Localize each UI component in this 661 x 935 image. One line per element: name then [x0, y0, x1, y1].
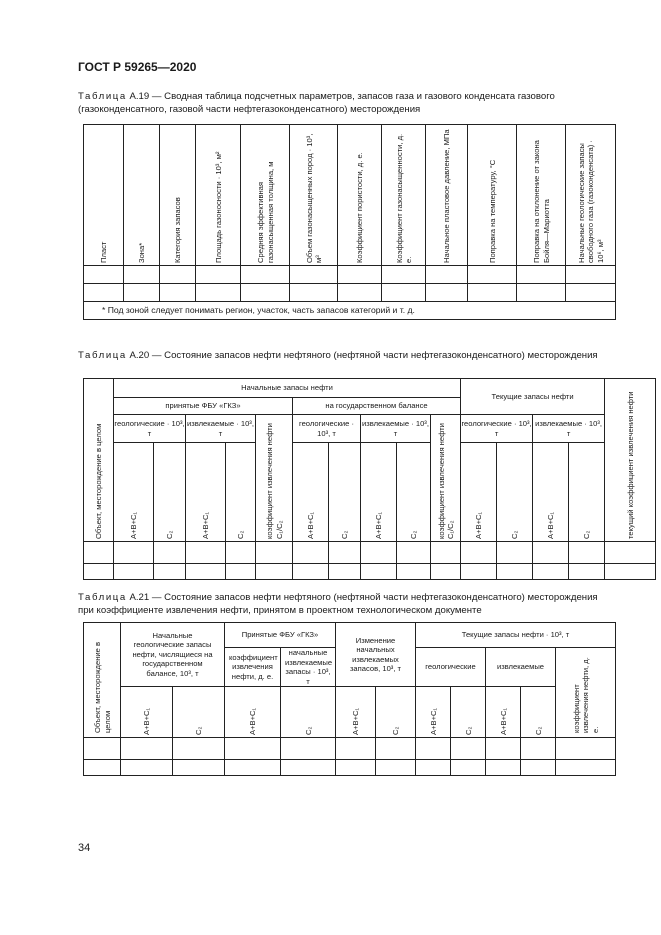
- col-thickness: Средняя эффективная газонасыщенная толщина, м: [241, 125, 290, 266]
- col-boyle-mariotte: Поправка на отклонение от закона Бойля—Мариотта: [517, 125, 566, 266]
- table20-initial-reserves: Начальные запасы нефти: [114, 379, 461, 398]
- table20-geological: геологические · 10³, т: [114, 415, 186, 443]
- cat-abc-label: А+В+С₁: [474, 511, 484, 539]
- table-row: [84, 266, 616, 284]
- cat-abc-label: А+В+С₁: [129, 511, 139, 539]
- table-row: [84, 284, 616, 302]
- table21-accepted-fbu: Принятые ФБУ «ГКЗ»: [225, 623, 336, 648]
- table20-recoverable: извлекаемые · 10³, т: [186, 415, 256, 443]
- cat-c2-label: С₂: [463, 726, 473, 735]
- table20: [83, 378, 656, 580]
- table20-caption: [78, 349, 616, 362]
- table21: [83, 622, 616, 776]
- table20-on-balance: на государственном балансе: [293, 398, 461, 415]
- table21-recovery-coef: коэффициент извлечения нефти, д. е.: [225, 648, 281, 687]
- cat-abc-label: А+В+С₁: [374, 511, 384, 539]
- table21-initial-recoverable: начальные извлекаемые запасы · 10³, т: [281, 648, 336, 687]
- table21-caption-text: А.21 — Состояние запасов нефти нефтяного (нефтяной части нефтегазоконденсатного) месторождения при коэффициенте извлечения нефти, принятом в проектном технологическом документе: [78, 592, 598, 616]
- cat-c2-label: С₂: [533, 726, 543, 735]
- cat-abc-label: А+В+С₁: [201, 511, 211, 539]
- table19-footnote: * Под зоной следует понимать регион, участок, часть запасов категорий и т. д.: [84, 302, 616, 320]
- col-pressure: Начальное пластовое давление, МПа: [426, 125, 468, 266]
- table20-balance-recovery-coef: коэффициент извлечения нефти C₁/C₂: [431, 415, 461, 542]
- table19-label: Таблица: [78, 91, 127, 102]
- table-row: [84, 738, 616, 760]
- cat-c2-label: С₂: [409, 530, 419, 539]
- table21-recovery-coef-de: коэффициент извлечения нефти, д. е.: [556, 648, 616, 738]
- col-porosity: Коэффициент пористости, д. е.: [338, 125, 382, 266]
- table20-label: Таблица: [78, 350, 127, 361]
- cat-abc-label: А+В+С₁: [306, 511, 316, 539]
- col-temperature: Поправка на температуру, °С: [468, 125, 517, 266]
- col-initial-reserves: Начальные геологические запасы свободного газа (газоконденсата) · 10⁶, м³: [566, 125, 616, 266]
- cat-c2-label: С₂: [340, 530, 350, 539]
- cat-abc-label: А+В+С₁: [546, 511, 556, 539]
- table21-initial-geo: Начальные геологические запасы нефти, числящиеся на государственном балансе, 10³, т: [121, 623, 225, 687]
- cat-c2-label: С₂: [582, 530, 592, 539]
- table-row: [84, 760, 616, 776]
- table21-current-reserves: Текущие запасы нефти · 10³, т: [416, 623, 616, 648]
- table21-geological: геологические: [416, 648, 486, 687]
- table20-balance-geological: геологические · 10³, т: [293, 415, 361, 443]
- cat-abc-label: А+В+С₁: [248, 707, 258, 735]
- col-plast: Пласт: [84, 125, 124, 266]
- table21-label: Таблица: [78, 592, 127, 603]
- cat-c2-label: С₂: [391, 726, 401, 735]
- table20-caption-text: А.20 — Состояние запасов нефти нефтяного (нефтяной части нефтегазоконденсатного) месторождения: [126, 350, 598, 361]
- col-volume: Объем газонасыщенных пород · 10³, м³: [290, 125, 338, 266]
- table21-recoverable: извлекаемые: [486, 648, 556, 687]
- table21-change: Изменение начальных извлекаемых запасов, 10³, т: [336, 623, 416, 687]
- table-row: [84, 564, 656, 580]
- table21-caption: [78, 591, 616, 617]
- cat-c2-label: С₂: [510, 530, 520, 539]
- table20-balance-recoverable: извлекаемые · 10³, т: [361, 415, 431, 443]
- cat-abc-label: А+В+С₁: [428, 707, 438, 735]
- table20-current-coef: текущий коэффициент извлечения нефти: [605, 379, 656, 542]
- table20-current-recoverable: извлекаемые · 10³, т: [533, 415, 605, 443]
- table20-accepted-fbu: принятые ФБУ «ГКЗ»: [114, 398, 293, 415]
- table-row: [84, 542, 656, 564]
- cat-c2-label: С₂: [303, 726, 313, 735]
- cat-c2-label: С₂: [165, 530, 175, 539]
- col-category: Категория запасов: [160, 125, 196, 266]
- table20-object-header: Объект, месторождение в целом: [84, 379, 114, 542]
- table21-object-header: Объект, месторождение в целом: [84, 623, 121, 738]
- cat-c2-label: С₂: [236, 530, 246, 539]
- page-number: 34: [78, 842, 91, 854]
- cat-abc-label: А+В+С₁: [498, 707, 508, 735]
- col-zone: Зона*: [124, 125, 160, 266]
- table19-caption-text: А.19 — Сводная таблица подсчетных параметров, запасов газа и газового конденсата газового (газоконденсатного, газовой части нефтегазоконденсатного) месторождения: [78, 91, 555, 115]
- table20-current-reserves: Текущие запасы нефти: [461, 379, 605, 415]
- table19-caption: [78, 90, 616, 116]
- standard-header: ГОСТ Р 59265—2020: [78, 60, 197, 74]
- col-gas-saturation: Коэффициент газонасыщенности, д. е.: [382, 125, 426, 266]
- table19: [83, 124, 616, 320]
- cat-c2-label: С₂: [194, 726, 204, 735]
- table20-current-geological: геологические · 10³, т: [461, 415, 533, 443]
- table20-recovery-coef: коэффициент извлечения нефти C₁/C₂: [256, 415, 293, 542]
- col-area: Площадь газоносности · 10³, м²: [196, 125, 241, 266]
- cat-abc-label: А+В+С₁: [351, 707, 361, 735]
- cat-abc-label: А+В+С₁: [142, 707, 152, 735]
